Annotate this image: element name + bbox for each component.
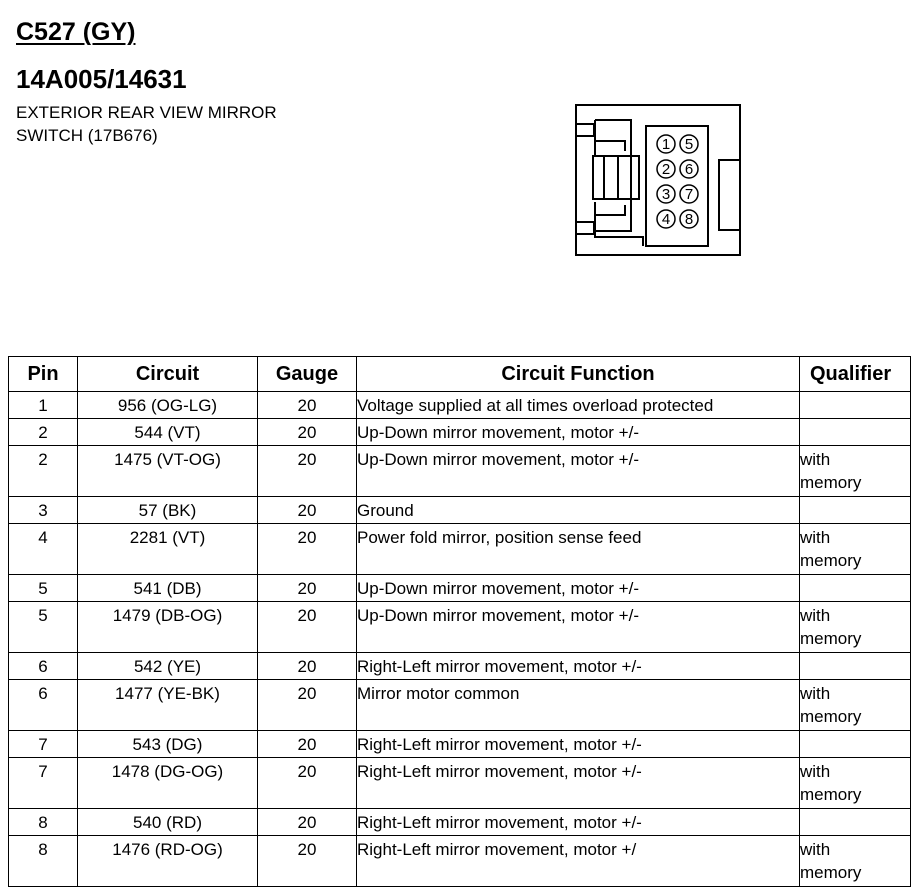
gauge-cell: 20 [258,392,357,419]
svg-text:8: 8 [684,211,694,228]
table-row [9,419,911,446]
qualifier-cell [800,419,911,446]
qualifier-line-1: with [800,606,831,625]
connector-face-diagram [573,103,743,258]
pin-7-circle [680,185,698,203]
qualifier-cell [800,392,911,419]
circuit-cell: 956 (OG-LG) [78,392,258,419]
qualifier-line-2: memory [800,473,862,492]
gauge-cell: 20 [258,419,357,446]
qualifier-line-1: with [800,762,831,781]
function-cell: Up-Down mirror movement, motor +/- [357,602,800,653]
circuit-cell: 1479 (DB-OG) [78,602,258,653]
table-row [9,731,911,758]
connector-outline [576,105,740,255]
table-row [9,446,911,497]
pin-cell: 2 [9,446,78,497]
table-header-row [9,357,911,392]
connector-latch-bottom [576,222,594,234]
pin-3-circle [657,185,675,203]
circuit-cell: 1476 (RD-OG) [78,836,258,887]
table-row [9,497,911,524]
qualifier-line-2: memory [800,629,862,648]
circuit-cell: 540 (RD) [78,809,258,836]
circuit-cell: 1478 (DG-OG) [78,758,258,809]
svg-text:1: 1 [661,136,671,153]
gauge-cell: 20 [258,836,357,887]
qualifier-cell [800,497,911,524]
circuit-cell: 1475 (VT-OG) [78,446,258,497]
circuit-cell: 542 (YE) [78,653,258,680]
gauge-cell: 20 [258,680,357,731]
header-gauge: Gauge [258,357,357,392]
qualifier-cell [800,602,911,653]
pin-cell: 7 [9,731,78,758]
qualifier-cell [800,758,911,809]
gauge-cell: 20 [258,653,357,680]
gauge-cell: 20 [258,731,357,758]
header-circuit: Circuit [78,357,258,392]
circuit-cell: 1477 (YE-BK) [78,680,258,731]
description-line-1: EXTERIOR REAR VIEW MIRROR [16,103,277,122]
pin-cell: 6 [9,680,78,731]
pin-1-circle [657,135,675,153]
table-row [9,809,911,836]
function-cell: Right-Left mirror movement, motor +/- [357,809,800,836]
gauge-cell: 20 [258,575,357,602]
qualifier-cell [800,680,911,731]
component-description [16,101,277,147]
gauge-cell: 20 [258,602,357,653]
gauge-cell: 20 [258,809,357,836]
pin-5-circle [680,135,698,153]
pin-2-circle [657,160,675,178]
gauge-cell: 20 [258,497,357,524]
function-cell: Right-Left mirror movement, motor +/- [357,758,800,809]
pin-cell: 5 [9,602,78,653]
table-row [9,392,911,419]
table-row [9,575,911,602]
svg-text:2: 2 [661,161,671,178]
qualifier-cell [800,653,911,680]
pin-table [8,356,911,887]
function-cell: Power fold mirror, position sense feed [357,524,800,575]
circuit-cell: 544 (VT) [78,419,258,446]
pin-cell: 8 [9,836,78,887]
circuit-cell: 541 (DB) [78,575,258,602]
pin-cell: 2 [9,419,78,446]
part-number: 14A005/14631 [16,64,187,94]
qualifier-line-2: memory [800,707,862,726]
table-row [9,602,911,653]
gauge-cell: 20 [258,446,357,497]
connector-id: C527 (GY) [16,18,136,46]
table-row [9,653,911,680]
qualifier-line-1: with [800,684,831,703]
table-row [9,836,911,887]
qualifier-line-2: memory [800,551,862,570]
gauge-cell: 20 [258,758,357,809]
qualifier-cell [800,836,911,887]
qualifier-line-1: with [800,840,831,859]
connector-center-slot [593,156,639,199]
header-qualifier: Qualifier [800,357,911,392]
table-row [9,758,911,809]
pin-cell: 5 [9,575,78,602]
pin-cell: 8 [9,809,78,836]
table-row [9,524,911,575]
function-cell: Ground [357,497,800,524]
header-pin: Pin [9,357,78,392]
gauge-cell: 20 [258,524,357,575]
pin-6-circle [680,160,698,178]
qualifier-cell [800,731,911,758]
function-cell: Mirror motor common [357,680,800,731]
svg-text:4: 4 [661,211,671,228]
qualifier-cell [800,524,911,575]
pin-cell: 3 [9,497,78,524]
svg-text:5: 5 [684,136,694,153]
function-cell: Right-Left mirror movement, motor +/ [357,836,800,887]
pin-cell: 6 [9,653,78,680]
function-cell: Voltage supplied at all times overload protected [357,392,800,419]
pin-cell: 4 [9,524,78,575]
function-cell: Up-Down mirror movement, motor +/- [357,575,800,602]
qualifier-line-2: memory [800,863,862,882]
circuit-cell: 543 (DG) [78,731,258,758]
description-line-2: SWITCH (17B676) [16,126,158,145]
function-cell: Right-Left mirror movement, motor +/- [357,653,800,680]
qualifier-cell [800,446,911,497]
pin-8-circle [680,210,698,228]
qualifier-cell [800,575,911,602]
qualifier-line-1: with [800,528,831,547]
svg-text:3: 3 [661,186,671,203]
table-row [9,680,911,731]
svg-text:6: 6 [684,161,694,178]
function-cell: Right-Left mirror movement, motor +/- [357,731,800,758]
function-cell: Up-Down mirror movement, motor +/- [357,419,800,446]
svg-text:7: 7 [684,186,694,203]
pin-cell: 1 [9,392,78,419]
pin-4-circle [657,210,675,228]
circuit-cell: 2281 (VT) [78,524,258,575]
connector-side-tab [719,160,740,230]
circuit-cell: 57 (BK) [78,497,258,524]
function-cell: Up-Down mirror movement, motor +/- [357,446,800,497]
qualifier-line-1: with [800,450,831,469]
header-circuit-function: Circuit Function [357,357,800,392]
qualifier-cell [800,809,911,836]
connector-latch-top [576,124,594,136]
pin-cell: 7 [9,758,78,809]
connector-lock-arm [595,120,631,231]
qualifier-line-2: memory [800,785,862,804]
